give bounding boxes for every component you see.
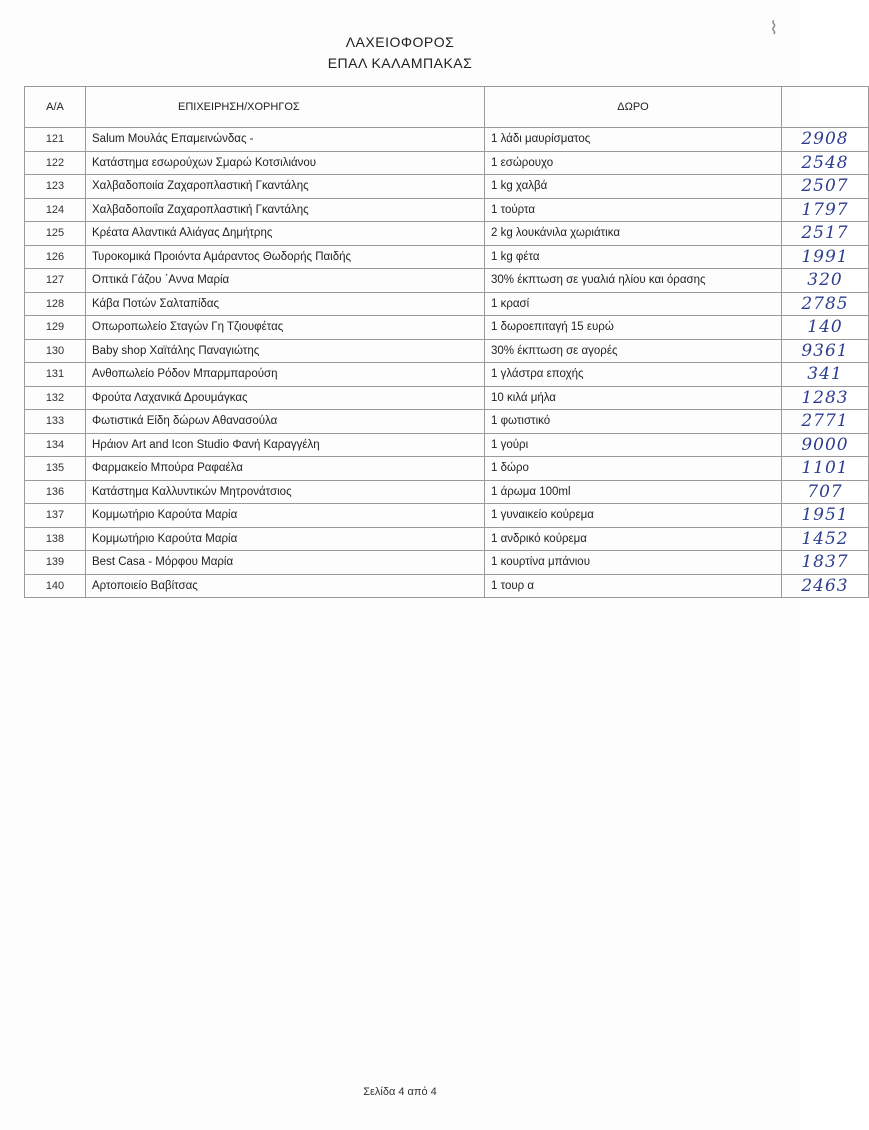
business-cell: Salum Μουλάς Επαμεινώνδας -	[86, 128, 485, 152]
ticket-number-cell: 2771	[782, 410, 869, 434]
staple-mark: ⌇	[769, 18, 778, 38]
row-number: 127	[25, 269, 86, 293]
business-cell: Κομμωτήριο Καρούτα Μαρία	[86, 504, 485, 528]
gift-cell: 1 τουρ α	[485, 574, 782, 598]
ticket-number-cell: 9000	[782, 433, 869, 457]
ticket-number-cell: 2507	[782, 175, 869, 199]
ticket-number-cell: 2548	[782, 151, 869, 175]
table-row	[25, 316, 869, 340]
table-row	[25, 457, 869, 481]
gift-cell: 1 εσώρουχο	[485, 151, 782, 175]
row-number: 140	[25, 574, 86, 598]
table-row	[25, 386, 869, 410]
business-cell: Best Casa - Μόρφου Μαρία	[86, 551, 485, 575]
ticket-number-cell: 341	[782, 363, 869, 387]
table-row	[25, 222, 869, 246]
gift-cell: 1 λάδι μαυρίσματος	[485, 128, 782, 152]
row-number: 123	[25, 175, 86, 199]
ticket-number-cell: 707	[782, 480, 869, 504]
gift-cell: 1 ανδρικό κούρεμα	[485, 527, 782, 551]
table-row	[25, 433, 869, 457]
ticket-number-cell: 2463	[782, 574, 869, 598]
gift-cell: 1 κρασί	[485, 292, 782, 316]
table-row	[25, 128, 869, 152]
ticket-number-cell: 2517	[782, 222, 869, 246]
document-subtitle: ΕΠΑΛ ΚΑΛΑΜΠΑΚΑΣ	[327, 55, 473, 71]
header-aa: Α/Α	[25, 87, 86, 128]
row-number: 139	[25, 551, 86, 575]
row-number: 136	[25, 480, 86, 504]
table-row	[25, 339, 869, 363]
gift-cell: 10 κιλά μήλα	[485, 386, 782, 410]
ticket-number-cell: 1452	[782, 527, 869, 551]
business-cell: Φρούτα Λαχανικά Δρουμάγκας	[86, 386, 485, 410]
row-number: 122	[25, 151, 86, 175]
table-row	[25, 410, 869, 434]
business-cell: Κρέατα Αλαντικά Αλιάγας Δημήτρης	[86, 222, 485, 246]
gift-cell: 1 kg χαλβά	[485, 175, 782, 199]
gift-cell: 30% έκπτωση σε γυαλιά ηλίου και όρασης	[485, 269, 782, 293]
row-number: 124	[25, 198, 86, 222]
gift-cell: 1 φωτιστικό	[485, 410, 782, 434]
ticket-number-cell: 1283	[782, 386, 869, 410]
table-row	[25, 527, 869, 551]
business-cell: Κομμωτήριο Καρούτα Μαρία	[86, 527, 485, 551]
table-row	[25, 198, 869, 222]
gift-cell: 1 δωροεπιταγή 15 ευρώ	[485, 316, 782, 340]
gift-cell: 1 άρωμα 100ml	[485, 480, 782, 504]
gift-cell: 1 κουρτίνα μπάνιου	[485, 551, 782, 575]
row-number: 137	[25, 504, 86, 528]
table-row	[25, 551, 869, 575]
gift-cell: 30% έκπτωση σε αγορές	[485, 339, 782, 363]
table-header-row	[25, 87, 869, 128]
table-row	[25, 151, 869, 175]
business-cell: Χαλβαδοποιΐα Ζαχαροπλαστική Γκαντάλης	[86, 198, 485, 222]
page-footer: Σελίδα 4 από 4	[363, 1086, 437, 1098]
business-cell: Αρτοποιείο Βαβίτσας	[86, 574, 485, 598]
row-number: 133	[25, 410, 86, 434]
gift-cell: 1 δώρο	[485, 457, 782, 481]
row-number: 134	[25, 433, 86, 457]
table-row	[25, 363, 869, 387]
ticket-number-cell: 140	[782, 316, 869, 340]
business-cell: Οπωροπωλείο Σταγών Γη Τζιουφέτας	[86, 316, 485, 340]
ticket-number-cell: 9361	[782, 339, 869, 363]
header-business: ΕΠΙΧΕΙΡΗΣΗ/ΧΟΡΗΓΟΣ	[86, 87, 485, 128]
business-cell: Τυροκομικά Προιόντα Αμάραντος Θωδορής Παιδής	[86, 245, 485, 269]
ticket-number-cell: 1797	[782, 198, 869, 222]
gift-cell: 1 γλάστρα εποχής	[485, 363, 782, 387]
gift-cell: 1 γούρι	[485, 433, 782, 457]
ticket-number-cell: 1991	[782, 245, 869, 269]
row-number: 135	[25, 457, 86, 481]
gift-cell: 1 τούρτα	[485, 198, 782, 222]
table-row	[25, 480, 869, 504]
ticket-number-cell: 2908	[782, 128, 869, 152]
business-cell: Φαρμακείο Μπούρα Ραφαέλα	[86, 457, 485, 481]
ticket-number-cell: 1837	[782, 551, 869, 575]
ticket-number-cell: 2785	[782, 292, 869, 316]
business-cell: Οπτικά Γάζου ΄Αννα Μαρία	[86, 269, 485, 293]
business-cell: Φωτιστικά Είδη δώρων Αθανασούλα	[86, 410, 485, 434]
table-row	[25, 292, 869, 316]
business-cell: Κάβα Ποτών Σαλταπίδας	[86, 292, 485, 316]
gift-cell: 1 γυναικείο κούρεμα	[485, 504, 782, 528]
table-row	[25, 504, 869, 528]
gift-cell: 1 kg φέτα	[485, 245, 782, 269]
table-row	[25, 245, 869, 269]
business-cell: Ανθοπωλείο Ρόδον Μπαρμπαρούση	[86, 363, 485, 387]
business-cell: Κατάστημα Καλλυντικών Μητρονάτσιος	[86, 480, 485, 504]
row-number: 121	[25, 128, 86, 152]
ticket-number-cell: 1101	[782, 457, 869, 481]
row-number: 138	[25, 527, 86, 551]
business-cell: Κατάστημα εσωρούχων Σμαρώ Κοτσιλιάνου	[86, 151, 485, 175]
ticket-number-cell: 320	[782, 269, 869, 293]
row-number: 125	[25, 222, 86, 246]
ticket-number-cell: 1951	[782, 504, 869, 528]
business-cell: Baby shop Χαϊτάλης Παναγιώτης	[86, 339, 485, 363]
table-row	[25, 574, 869, 598]
row-number: 132	[25, 386, 86, 410]
row-number: 128	[25, 292, 86, 316]
table-row	[25, 175, 869, 199]
prize-table	[24, 86, 869, 598]
business-cell: Χαλβαδοποιία Ζαχαροπλαστική Γκαντάλης	[86, 175, 485, 199]
business-cell: Ηράιον Art and Icon Studio Φανή Καραγγέλη	[86, 433, 485, 457]
row-number: 126	[25, 245, 86, 269]
document-title: ΛΑΧΕΙΟΦΟΡΟΣ	[345, 34, 455, 50]
table-row	[25, 269, 869, 293]
header-gift: ΔΩΡΟ	[485, 87, 782, 128]
row-number: 131	[25, 363, 86, 387]
row-number: 129	[25, 316, 86, 340]
header-number	[782, 87, 869, 128]
gift-cell: 2 kg λουκάνιλα χωριάτικα	[485, 222, 782, 246]
row-number: 130	[25, 339, 86, 363]
